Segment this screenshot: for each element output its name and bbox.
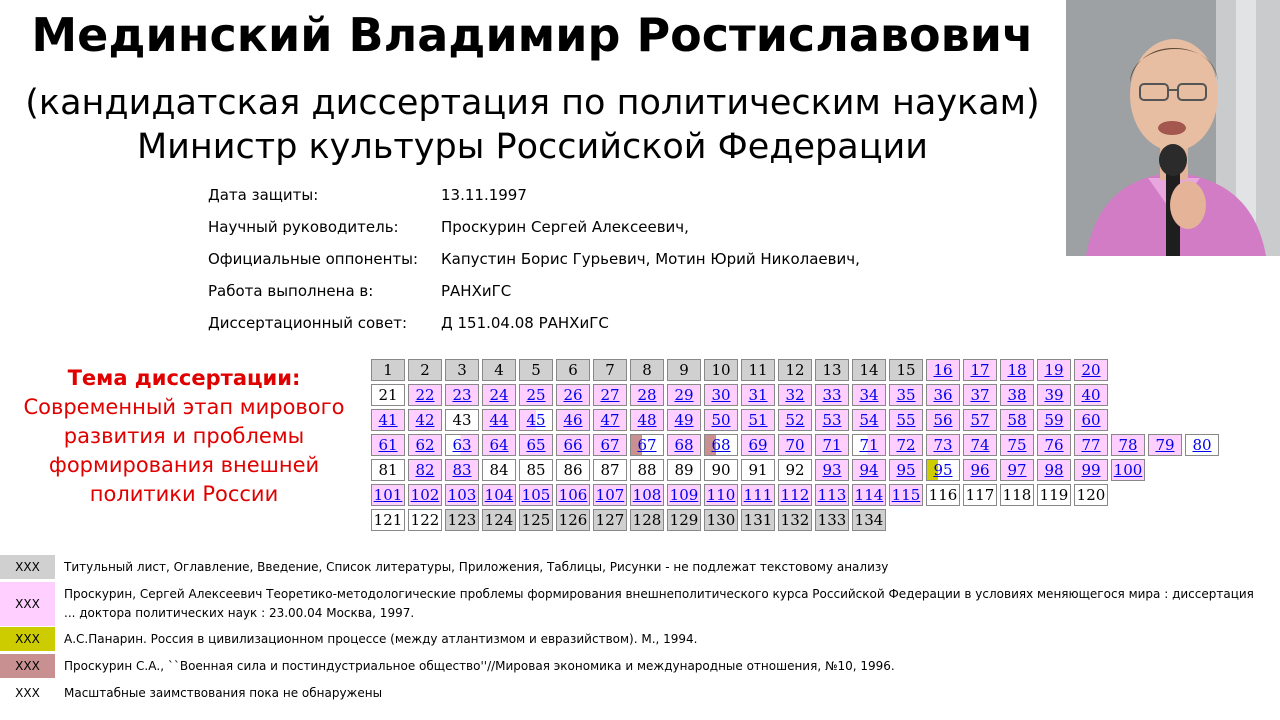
page-link[interactable]: 83 — [445, 459, 479, 481]
page-cell: 128 — [630, 509, 664, 531]
page-link[interactable]: 59 — [1037, 409, 1071, 431]
page-grid-row — [371, 434, 1219, 456]
page-link[interactable]: 99 — [1074, 459, 1108, 481]
page-link[interactable]: 104 — [482, 484, 516, 506]
info-label: Дата защиты: — [208, 186, 319, 204]
page-link[interactable]: 25 — [519, 384, 553, 406]
page-link[interactable]: 98 — [1037, 459, 1071, 481]
page-link[interactable]: 105 — [519, 484, 553, 506]
page-link[interactable]: 100 — [1111, 459, 1145, 481]
page-link[interactable]: 111 — [741, 484, 775, 506]
page-cell: 132 — [778, 509, 812, 531]
page-link[interactable]: 69 — [741, 434, 775, 456]
page-link[interactable]: 65 — [519, 434, 553, 456]
portrait-photo — [1066, 0, 1280, 256]
page-link[interactable]: 96 — [963, 459, 997, 481]
legend-swatch: XXX — [0, 582, 55, 626]
page-link[interactable]: 20 — [1074, 359, 1108, 381]
page-link[interactable]: 113 — [815, 484, 849, 506]
info-label: Официальные оппоненты: — [208, 250, 419, 268]
page-cell: 84 — [482, 459, 516, 481]
page-grid-row — [371, 484, 1219, 506]
page-link[interactable]: 51 — [741, 409, 775, 431]
page-link[interactable]: 94 — [852, 459, 886, 481]
page-grid-row — [371, 384, 1219, 406]
page-cell: 124 — [482, 509, 516, 531]
page-link[interactable]: 46 — [556, 409, 590, 431]
page-link[interactable]: 57 — [963, 409, 997, 431]
page-link[interactable]: 77 — [1074, 434, 1108, 456]
page-cell: 13 — [815, 359, 849, 381]
page-link[interactable]: 47 — [593, 409, 627, 431]
page-link[interactable]: 95 — [889, 459, 923, 481]
page-link[interactable]: 95 — [926, 459, 960, 481]
page-cell: 8 — [630, 359, 664, 381]
page-link[interactable]: 74 — [963, 434, 997, 456]
page-cell: 9 — [667, 359, 701, 381]
page-link[interactable]: 52 — [778, 409, 812, 431]
page-cell: 118 — [1000, 484, 1034, 506]
page-cell: 133 — [815, 509, 849, 531]
legend-swatch: XXX — [0, 627, 55, 651]
page-link[interactable]: 50 — [704, 409, 738, 431]
page-link[interactable]: 76 — [1037, 434, 1071, 456]
page-link[interactable]: 97 — [1000, 459, 1034, 481]
page-link[interactable]: 115 — [889, 484, 923, 506]
page-cell: 14 — [852, 359, 886, 381]
page-link[interactable]: 78 — [1111, 434, 1145, 456]
page-cell: 87 — [593, 459, 627, 481]
position-title: Министр культуры Российской Федерации — [136, 127, 929, 167]
page-link[interactable]: 44 — [482, 409, 516, 431]
page-link[interactable]: 41 — [371, 409, 405, 431]
page-cell: 126 — [556, 509, 590, 531]
page-link[interactable]: 80 — [1185, 434, 1219, 456]
page-link[interactable]: 36 — [926, 384, 960, 406]
page-link[interactable]: 49 — [667, 409, 701, 431]
page-link[interactable]: 31 — [741, 384, 775, 406]
page-link[interactable]: 45 — [519, 409, 553, 431]
page-link[interactable]: 75 — [1000, 434, 1034, 456]
page-link[interactable]: 72 — [889, 434, 923, 456]
page-cell: 15 — [889, 359, 923, 381]
page-link[interactable]: 68 — [704, 434, 738, 456]
page-link[interactable]: 61 — [371, 434, 405, 456]
page-link[interactable]: 38 — [1000, 384, 1034, 406]
info-value: 13.11.1997 — [441, 186, 527, 204]
page-link[interactable]: 24 — [482, 384, 516, 406]
page-link[interactable]: 55 — [889, 409, 923, 431]
page-link[interactable]: 103 — [445, 484, 479, 506]
legend-swatch: XXX — [0, 654, 55, 678]
page-link[interactable]: 108 — [630, 484, 664, 506]
page-cell: 85 — [519, 459, 553, 481]
page-link[interactable]: 23 — [445, 384, 479, 406]
legend-text: Титульный лист, Оглавление, Введение, Список литературы, Приложения, Таблицы, Рисунки - не подлежат текстовому анализу — [64, 559, 889, 574]
page-link[interactable]: 35 — [889, 384, 923, 406]
page-link[interactable]: 109 — [667, 484, 701, 506]
page-link[interactable]: 29 — [667, 384, 701, 406]
legend-text: Масштабные заимствования пока не обнаружены — [64, 685, 383, 700]
page-cell: 131 — [741, 509, 775, 531]
page-cell: 120 — [1074, 484, 1108, 506]
info-row — [208, 182, 860, 214]
page-link[interactable]: 39 — [1037, 384, 1071, 406]
legend-text: Проскурин, Сергей Алексеевич Теоретико-методологические проблемы формирования внешнеполитического курса Российской Федерации в условиях меняющегося мира : диссертация ... доктора политических наук : 23.00.04 Москва, 1997. — [64, 587, 1254, 620]
page-link[interactable]: 68 — [667, 434, 701, 456]
page-cell: 130 — [704, 509, 738, 531]
page-link[interactable]: 93 — [815, 459, 849, 481]
page-cell: 122 — [408, 509, 442, 531]
page-grid-row — [371, 459, 1219, 481]
legend-row — [0, 555, 1259, 579]
page-cell: 11 — [741, 359, 775, 381]
page-cell: 6 — [556, 359, 590, 381]
page-link[interactable]: 67 — [593, 434, 627, 456]
info-label: Научный руководитель: — [208, 218, 399, 236]
page-cell: 12 — [778, 359, 812, 381]
info-value: Д 151.04.08 РАНХиГС — [441, 314, 609, 332]
page-link[interactable]: 107 — [593, 484, 627, 506]
page-link[interactable]: 102 — [408, 484, 442, 506]
page-link[interactable]: 16 — [926, 359, 960, 381]
page-link[interactable]: 19 — [1037, 359, 1071, 381]
page-link[interactable]: 67 — [630, 434, 664, 456]
page-cell: 81 — [371, 459, 405, 481]
thesis-info — [208, 182, 860, 342]
page-link[interactable]: 17 — [963, 359, 997, 381]
legend-row — [0, 681, 1259, 705]
page-cell: 91 — [741, 459, 775, 481]
page-cell: 5 — [519, 359, 553, 381]
page-cell: 3 — [445, 359, 479, 381]
page-link[interactable]: 54 — [852, 409, 886, 431]
page-link[interactable]: 27 — [593, 384, 627, 406]
page-link[interactable]: 33 — [815, 384, 849, 406]
page-cell: 90 — [704, 459, 738, 481]
legend-swatch: XXX — [0, 681, 55, 705]
page-link[interactable]: 58 — [1000, 409, 1034, 431]
page-grid — [368, 356, 1222, 534]
page-link[interactable]: 70 — [778, 434, 812, 456]
info-value: Капустин Борис Гурьевич, Мотин Юрий Николаевич, — [441, 250, 860, 268]
page-cell: 10 — [704, 359, 738, 381]
page-cell: 21 — [371, 384, 405, 406]
page-cell: 88 — [630, 459, 664, 481]
page-grid-row — [371, 359, 1219, 381]
info-row — [208, 310, 860, 342]
info-label: Работа выполнена в: — [208, 282, 374, 300]
page-subtitle: (кандидатская диссертация по политическим наукам) — [25, 83, 1040, 123]
page-link[interactable]: 37 — [963, 384, 997, 406]
legend-row — [0, 582, 1259, 626]
page-grid-row — [371, 509, 1219, 531]
page-link[interactable]: 101 — [371, 484, 405, 506]
legend-swatch: XXX — [0, 555, 55, 579]
page-cell: 121 — [371, 509, 405, 531]
info-row — [208, 246, 860, 278]
portrait-illustration — [1066, 0, 1280, 256]
page-cell: 4 — [482, 359, 516, 381]
page-grid-row — [371, 409, 1219, 431]
page-cell: 2 — [408, 359, 442, 381]
page-link[interactable]: 53 — [815, 409, 849, 431]
page-link[interactable]: 112 — [778, 484, 812, 506]
page-link[interactable]: 42 — [408, 409, 442, 431]
dissertation-topic — [0, 364, 368, 509]
legend-text: А.С.Панарин. Россия в цивилизационном процессе (между атлантизмом и евразийством). М., 1994. — [64, 631, 698, 646]
page-link[interactable]: 28 — [630, 384, 664, 406]
page-link[interactable]: 62 — [408, 434, 442, 456]
legend-text: Проскурин С.А., ``Военная сила и постиндустриальное общество''//Мировая экономика и международные отношения, №10, 1996. — [64, 658, 895, 673]
page-cell: 1 — [371, 359, 405, 381]
page-link[interactable]: 30 — [704, 384, 738, 406]
legend-row — [0, 627, 1259, 651]
info-row — [208, 278, 860, 310]
page-cell: 89 — [667, 459, 701, 481]
info-row — [208, 214, 860, 246]
page-cell: 116 — [926, 484, 960, 506]
page-link[interactable]: 106 — [556, 484, 590, 506]
topic-label: Тема диссертации: — [67, 366, 301, 390]
page-link[interactable]: 73 — [926, 434, 960, 456]
page-link[interactable]: 26 — [556, 384, 590, 406]
page-cell: 127 — [593, 509, 627, 531]
page-cell: 125 — [519, 509, 553, 531]
page-cell: 7 — [593, 359, 627, 381]
page-cell: 43 — [445, 409, 479, 431]
page-link[interactable]: 79 — [1148, 434, 1182, 456]
info-value: Проскурин Сергей Алексеевич, — [441, 218, 689, 236]
page-cell: 134 — [852, 509, 886, 531]
page-link[interactable]: 32 — [778, 384, 812, 406]
page-cell: 86 — [556, 459, 590, 481]
page-link[interactable]: 71 — [815, 434, 849, 456]
page-title: Мединский Владимир Ростиславович — [31, 8, 1034, 62]
page-cell: 119 — [1037, 484, 1071, 506]
page-cell: 123 — [445, 509, 479, 531]
legend-row — [0, 654, 1259, 678]
page-cell: 117 — [963, 484, 997, 506]
page-link[interactable]: 110 — [704, 484, 738, 506]
page-cell: 92 — [778, 459, 812, 481]
info-value: РАНХиГС — [441, 282, 512, 300]
page-link[interactable]: 56 — [926, 409, 960, 431]
page-link[interactable]: 34 — [852, 384, 886, 406]
page-link[interactable]: 114 — [852, 484, 886, 506]
page-link[interactable]: 60 — [1074, 409, 1108, 431]
page-link[interactable]: 48 — [630, 409, 664, 431]
page-link[interactable]: 18 — [1000, 359, 1034, 381]
page-link[interactable]: 66 — [556, 434, 590, 456]
page-link[interactable]: 64 — [482, 434, 516, 456]
page-link[interactable]: 40 — [1074, 384, 1108, 406]
page-link[interactable]: 22 — [408, 384, 442, 406]
page-cell: 129 — [667, 509, 701, 531]
page-link[interactable]: 71 — [852, 434, 886, 456]
page-link[interactable]: 63 — [445, 434, 479, 456]
page-link[interactable]: 82 — [408, 459, 442, 481]
topic-text: Современный этап мирового развития и проблемы формирования внешней политики России — [23, 395, 345, 506]
info-label: Диссертационный совет: — [208, 314, 408, 332]
